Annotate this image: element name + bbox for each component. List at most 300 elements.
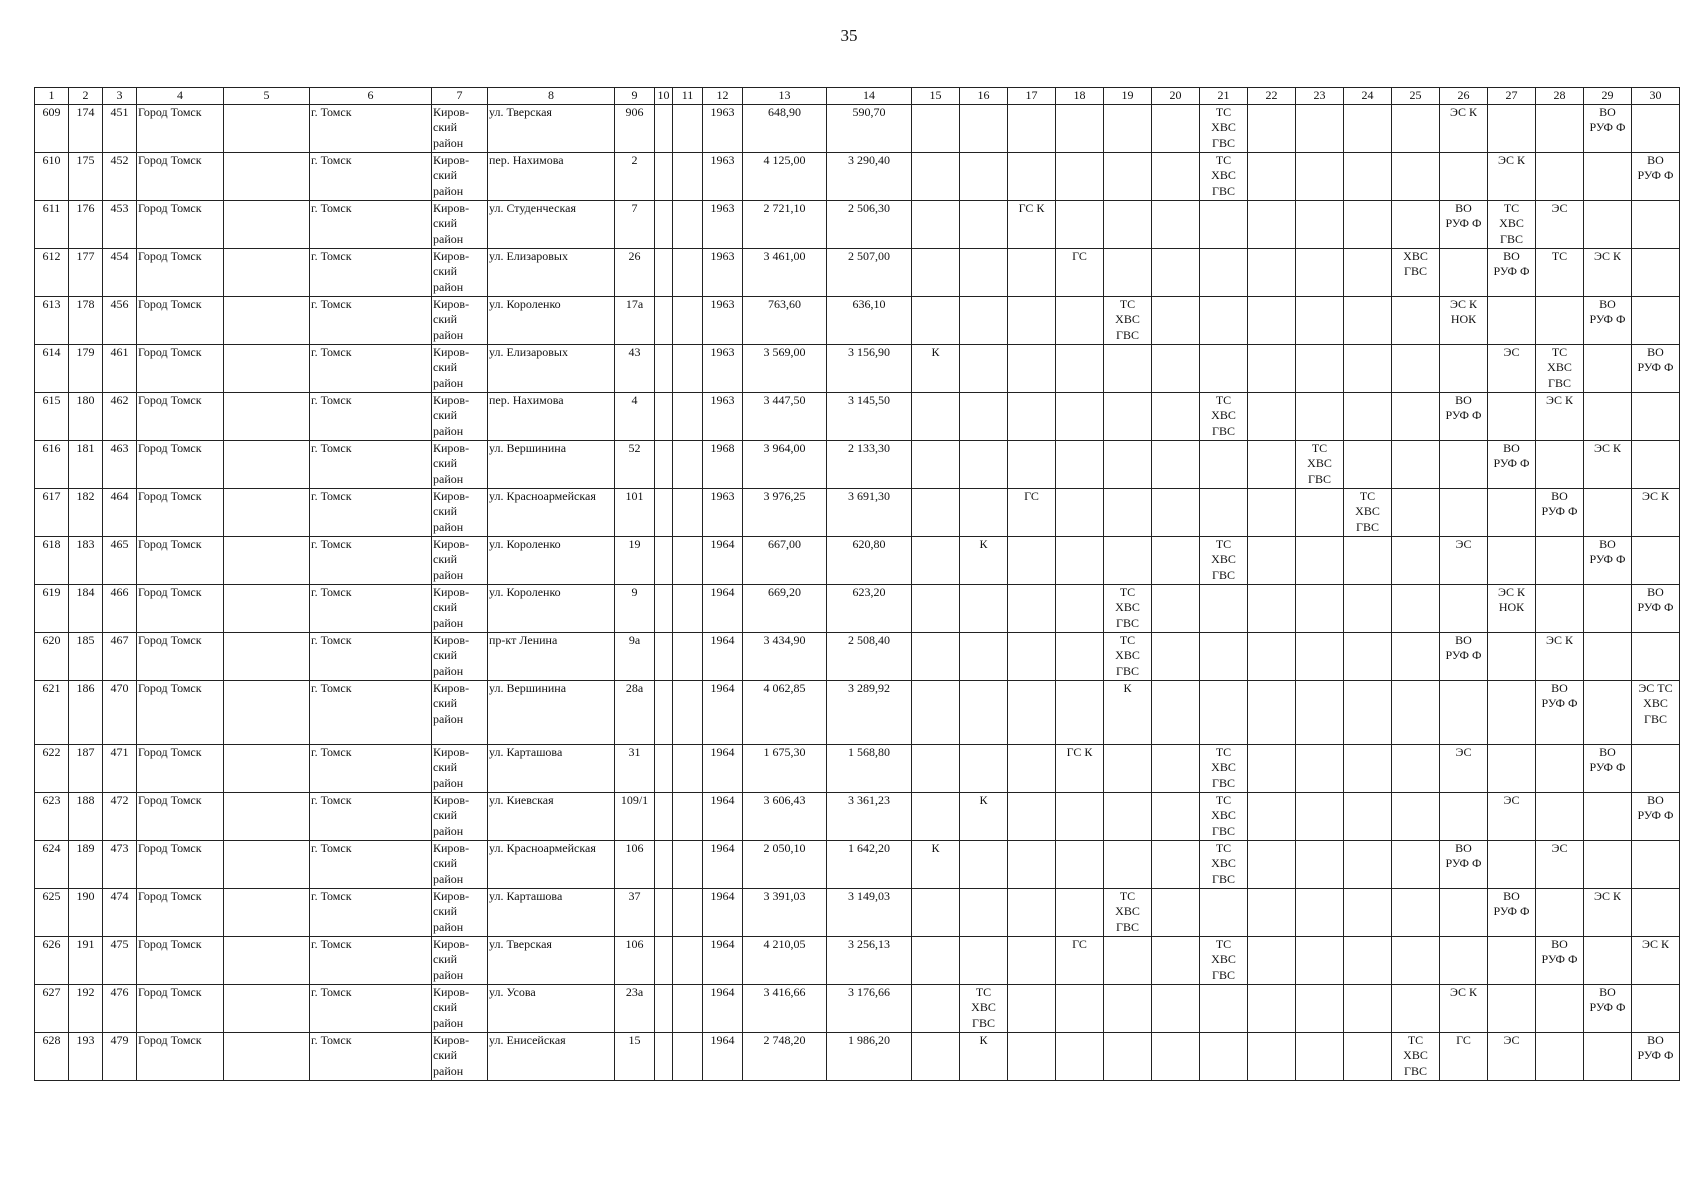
table-row — [35, 936, 1680, 984]
cell-col-16 — [960, 632, 1008, 680]
cell-col-7: Киров- ский район — [432, 840, 488, 888]
cell-col-23 — [1296, 200, 1344, 248]
cell-col-29: ВО РУФ Ф — [1584, 296, 1632, 344]
cell-col-22 — [1248, 936, 1296, 984]
cell-col-11 — [673, 200, 703, 248]
cell-col-8: ул. Короленко — [488, 296, 615, 344]
cell-col-21 — [1200, 200, 1248, 248]
cell-col-30 — [1632, 104, 1680, 152]
cell-col-6: г. Томск — [310, 296, 432, 344]
cell-col-1: 617 — [35, 488, 69, 536]
cell-col-8: ул. Елизаровых — [488, 344, 615, 392]
table-row — [35, 296, 1680, 344]
cell-col-17 — [1008, 440, 1056, 488]
cell-col-25 — [1392, 440, 1440, 488]
cell-col-12: 1963 — [703, 296, 743, 344]
cell-col-17 — [1008, 984, 1056, 1032]
cell-col-21 — [1200, 488, 1248, 536]
column-header-18: 18 — [1056, 88, 1104, 105]
cell-col-1: 628 — [35, 1032, 69, 1080]
cell-col-29: ЭС К — [1584, 888, 1632, 936]
cell-col-26: ВО РУФ Ф — [1440, 200, 1488, 248]
cell-col-7: Киров- ский район — [432, 104, 488, 152]
cell-col-22 — [1248, 888, 1296, 936]
cell-col-23 — [1296, 104, 1344, 152]
cell-col-25 — [1392, 104, 1440, 152]
cell-col-15 — [912, 936, 960, 984]
cell-col-10 — [655, 792, 673, 840]
cell-col-19 — [1104, 488, 1152, 536]
cell-col-1: 622 — [35, 744, 69, 792]
cell-col-30 — [1632, 536, 1680, 584]
column-header-19: 19 — [1104, 88, 1152, 105]
cell-col-12: 1963 — [703, 104, 743, 152]
cell-col-6: г. Томск — [310, 840, 432, 888]
cell-col-25 — [1392, 536, 1440, 584]
cell-col-12: 1964 — [703, 1032, 743, 1080]
cell-col-16: ТС ХВС ГВС — [960, 984, 1008, 1032]
cell-col-14: 3 691,30 — [827, 488, 912, 536]
cell-col-13: 2 050,10 — [743, 840, 827, 888]
cell-col-28: ВО РУФ Ф — [1536, 936, 1584, 984]
cell-col-27 — [1488, 680, 1536, 744]
cell-col-6: г. Томск — [310, 632, 432, 680]
cell-col-26: ЭС — [1440, 536, 1488, 584]
cell-col-16 — [960, 200, 1008, 248]
table-row — [35, 584, 1680, 632]
cell-col-23: ТС ХВС ГВС — [1296, 440, 1344, 488]
cell-col-30 — [1632, 984, 1680, 1032]
cell-col-26 — [1440, 680, 1488, 744]
cell-col-28 — [1536, 984, 1584, 1032]
cell-col-3: 464 — [103, 488, 137, 536]
cell-col-8: ул. Красноармейская — [488, 840, 615, 888]
column-header-21: 21 — [1200, 88, 1248, 105]
cell-col-4: Город Томск — [137, 296, 224, 344]
cell-col-21: ТС ХВС ГВС — [1200, 392, 1248, 440]
cell-col-4: Город Томск — [137, 536, 224, 584]
cell-col-25 — [1392, 488, 1440, 536]
cell-col-20 — [1152, 536, 1200, 584]
cell-col-26 — [1440, 936, 1488, 984]
cell-col-2: 183 — [69, 536, 103, 584]
cell-col-13: 3 391,03 — [743, 888, 827, 936]
cell-col-25 — [1392, 984, 1440, 1032]
cell-col-19 — [1104, 744, 1152, 792]
cell-col-1: 620 — [35, 632, 69, 680]
cell-col-4: Город Томск — [137, 104, 224, 152]
cell-col-11 — [673, 488, 703, 536]
cell-col-6: г. Томск — [310, 536, 432, 584]
cell-col-10 — [655, 104, 673, 152]
cell-col-3: 474 — [103, 888, 137, 936]
cell-col-18 — [1056, 152, 1104, 200]
cell-col-24 — [1344, 296, 1392, 344]
cell-col-4: Город Томск — [137, 152, 224, 200]
cell-col-4: Город Томск — [137, 840, 224, 888]
cell-col-20 — [1152, 840, 1200, 888]
cell-col-24 — [1344, 680, 1392, 744]
cell-col-22 — [1248, 248, 1296, 296]
cell-col-16 — [960, 888, 1008, 936]
cell-col-29: ЭС К — [1584, 440, 1632, 488]
cell-col-22 — [1248, 584, 1296, 632]
cell-col-26 — [1440, 584, 1488, 632]
column-header-16: 16 — [960, 88, 1008, 105]
cell-col-26: ЭС К НОК — [1440, 296, 1488, 344]
cell-col-21 — [1200, 440, 1248, 488]
cell-col-16: К — [960, 1032, 1008, 1080]
cell-col-19 — [1104, 104, 1152, 152]
cell-col-2: 192 — [69, 984, 103, 1032]
cell-col-27: ЭС К НОК — [1488, 584, 1536, 632]
cell-col-9: 9а — [615, 632, 655, 680]
cell-col-23 — [1296, 936, 1344, 984]
cell-col-30 — [1632, 440, 1680, 488]
cell-col-7: Киров- ский район — [432, 536, 488, 584]
cell-col-25: ТС ХВС ГВС — [1392, 1032, 1440, 1080]
cell-col-23 — [1296, 344, 1344, 392]
cell-col-2: 177 — [69, 248, 103, 296]
cell-col-7: Киров- ский район — [432, 680, 488, 744]
cell-col-29 — [1584, 680, 1632, 744]
cell-col-2: 193 — [69, 1032, 103, 1080]
cell-col-25 — [1392, 936, 1440, 984]
cell-col-18 — [1056, 984, 1104, 1032]
cell-col-8: ул. Короленко — [488, 536, 615, 584]
cell-col-23 — [1296, 680, 1344, 744]
cell-col-12: 1964 — [703, 680, 743, 744]
cell-col-4: Город Томск — [137, 344, 224, 392]
cell-col-19: ТС ХВС ГВС — [1104, 584, 1152, 632]
cell-col-28: ВО РУФ Ф — [1536, 488, 1584, 536]
cell-col-25 — [1392, 296, 1440, 344]
cell-col-16 — [960, 392, 1008, 440]
cell-col-29 — [1584, 200, 1632, 248]
cell-col-9: 52 — [615, 440, 655, 488]
cell-col-4: Город Томск — [137, 984, 224, 1032]
cell-col-7: Киров- ский район — [432, 744, 488, 792]
cell-col-16 — [960, 488, 1008, 536]
cell-col-22 — [1248, 104, 1296, 152]
cell-col-3: 466 — [103, 584, 137, 632]
cell-col-16 — [960, 584, 1008, 632]
cell-col-24 — [1344, 104, 1392, 152]
cell-col-14: 2 507,00 — [827, 248, 912, 296]
cell-col-20 — [1152, 984, 1200, 1032]
cell-col-18 — [1056, 344, 1104, 392]
cell-col-22 — [1248, 296, 1296, 344]
cell-col-20 — [1152, 744, 1200, 792]
cell-col-21: ТС ХВС ГВС — [1200, 536, 1248, 584]
cell-col-2: 190 — [69, 888, 103, 936]
cell-col-22 — [1248, 392, 1296, 440]
cell-col-19 — [1104, 792, 1152, 840]
table-row — [35, 440, 1680, 488]
cell-col-5 — [224, 344, 310, 392]
cell-col-27: ЭС — [1488, 344, 1536, 392]
column-header-5: 5 — [224, 88, 310, 105]
cell-col-3: 451 — [103, 104, 137, 152]
table-row — [35, 152, 1680, 200]
cell-col-28: ЭС — [1536, 840, 1584, 888]
cell-col-19 — [1104, 344, 1152, 392]
cell-col-2: 180 — [69, 392, 103, 440]
cell-col-10 — [655, 296, 673, 344]
cell-col-2: 185 — [69, 632, 103, 680]
cell-col-10 — [655, 152, 673, 200]
cell-col-12: 1964 — [703, 536, 743, 584]
cell-col-12: 1964 — [703, 984, 743, 1032]
cell-col-3: 456 — [103, 296, 137, 344]
cell-col-8: ул. Вершинина — [488, 680, 615, 744]
cell-col-24 — [1344, 936, 1392, 984]
table-row — [35, 488, 1680, 536]
cell-col-1: 619 — [35, 584, 69, 632]
cell-col-2: 188 — [69, 792, 103, 840]
cell-col-23 — [1296, 632, 1344, 680]
cell-col-2: 181 — [69, 440, 103, 488]
cell-col-26 — [1440, 152, 1488, 200]
cell-col-12: 1963 — [703, 200, 743, 248]
cell-col-25 — [1392, 200, 1440, 248]
cell-col-13: 3 416,66 — [743, 984, 827, 1032]
cell-col-24 — [1344, 536, 1392, 584]
cell-col-17 — [1008, 392, 1056, 440]
cell-col-4: Город Томск — [137, 584, 224, 632]
cell-col-12: 1964 — [703, 840, 743, 888]
table-row — [35, 744, 1680, 792]
cell-col-17: ГС — [1008, 488, 1056, 536]
cell-col-11 — [673, 104, 703, 152]
cell-col-18: ГС К — [1056, 744, 1104, 792]
cell-col-6: г. Томск — [310, 152, 432, 200]
cell-col-30 — [1632, 248, 1680, 296]
cell-col-10 — [655, 744, 673, 792]
cell-col-12: 1964 — [703, 632, 743, 680]
cell-col-2: 186 — [69, 680, 103, 744]
cell-col-30 — [1632, 296, 1680, 344]
cell-col-22 — [1248, 440, 1296, 488]
cell-col-7: Киров- ский район — [432, 984, 488, 1032]
cell-col-26 — [1440, 440, 1488, 488]
register-table — [34, 87, 1680, 1081]
table-row — [35, 104, 1680, 152]
cell-col-28: ВО РУФ Ф — [1536, 680, 1584, 744]
cell-col-13: 2 748,20 — [743, 1032, 827, 1080]
cell-col-26 — [1440, 248, 1488, 296]
column-header-4: 4 — [137, 88, 224, 105]
cell-col-26 — [1440, 792, 1488, 840]
cell-col-6: г. Томск — [310, 888, 432, 936]
cell-col-20 — [1152, 936, 1200, 984]
cell-col-22 — [1248, 792, 1296, 840]
cell-col-17 — [1008, 152, 1056, 200]
cell-col-24 — [1344, 248, 1392, 296]
cell-col-1: 612 — [35, 248, 69, 296]
cell-col-14: 636,10 — [827, 296, 912, 344]
cell-col-13: 763,60 — [743, 296, 827, 344]
cell-col-3: 462 — [103, 392, 137, 440]
cell-col-10 — [655, 680, 673, 744]
cell-col-25 — [1392, 344, 1440, 392]
cell-col-15 — [912, 248, 960, 296]
cell-col-20 — [1152, 392, 1200, 440]
cell-col-15 — [912, 680, 960, 744]
cell-col-27 — [1488, 744, 1536, 792]
table-row — [35, 536, 1680, 584]
cell-col-2: 184 — [69, 584, 103, 632]
cell-col-28 — [1536, 536, 1584, 584]
cell-col-30: ЭС К — [1632, 936, 1680, 984]
cell-col-20 — [1152, 440, 1200, 488]
cell-col-3: 452 — [103, 152, 137, 200]
column-header-26: 26 — [1440, 88, 1488, 105]
table-row — [35, 1032, 1680, 1080]
cell-col-21: ТС ХВС ГВС — [1200, 792, 1248, 840]
cell-col-3: 453 — [103, 200, 137, 248]
cell-col-25 — [1392, 792, 1440, 840]
cell-col-24: ТС ХВС ГВС — [1344, 488, 1392, 536]
cell-col-3: 472 — [103, 792, 137, 840]
cell-col-2: 178 — [69, 296, 103, 344]
cell-col-15 — [912, 536, 960, 584]
cell-col-17 — [1008, 792, 1056, 840]
cell-col-9: 43 — [615, 344, 655, 392]
cell-col-29 — [1584, 152, 1632, 200]
table-row — [35, 840, 1680, 888]
cell-col-10 — [655, 1032, 673, 1080]
cell-col-16 — [960, 680, 1008, 744]
cell-col-5 — [224, 984, 310, 1032]
cell-col-21 — [1200, 344, 1248, 392]
cell-col-16: К — [960, 792, 1008, 840]
table-row — [35, 984, 1680, 1032]
cell-col-7: Киров- ский район — [432, 488, 488, 536]
cell-col-22 — [1248, 680, 1296, 744]
cell-col-16 — [960, 440, 1008, 488]
cell-col-18 — [1056, 792, 1104, 840]
cell-col-5 — [224, 104, 310, 152]
cell-col-24 — [1344, 152, 1392, 200]
cell-col-10 — [655, 584, 673, 632]
cell-col-23 — [1296, 296, 1344, 344]
cell-col-28 — [1536, 584, 1584, 632]
cell-col-1: 627 — [35, 984, 69, 1032]
cell-col-28 — [1536, 440, 1584, 488]
cell-col-17 — [1008, 632, 1056, 680]
cell-col-11 — [673, 296, 703, 344]
cell-col-20 — [1152, 1032, 1200, 1080]
cell-col-13: 669,20 — [743, 584, 827, 632]
cell-col-29 — [1584, 840, 1632, 888]
cell-col-18 — [1056, 296, 1104, 344]
cell-col-29: ЭС К — [1584, 248, 1632, 296]
cell-col-7: Киров- ский район — [432, 248, 488, 296]
cell-col-12: 1964 — [703, 744, 743, 792]
cell-col-28: ЭС — [1536, 200, 1584, 248]
cell-col-26: ЭС К — [1440, 984, 1488, 1032]
cell-col-23 — [1296, 152, 1344, 200]
cell-col-5 — [224, 792, 310, 840]
cell-col-24 — [1344, 744, 1392, 792]
cell-col-27 — [1488, 536, 1536, 584]
cell-col-2: 176 — [69, 200, 103, 248]
cell-col-15 — [912, 888, 960, 936]
cell-col-13: 4 210,05 — [743, 936, 827, 984]
cell-col-27: ВО РУФ Ф — [1488, 248, 1536, 296]
cell-col-11 — [673, 744, 703, 792]
cell-col-10 — [655, 888, 673, 936]
cell-col-1: 621 — [35, 680, 69, 744]
cell-col-19 — [1104, 840, 1152, 888]
cell-col-6: г. Томск — [310, 744, 432, 792]
cell-col-13: 3 434,90 — [743, 632, 827, 680]
cell-col-14: 3 289,92 — [827, 680, 912, 744]
cell-col-14: 590,70 — [827, 104, 912, 152]
cell-col-6: г. Томск — [310, 104, 432, 152]
cell-col-7: Киров- ский район — [432, 632, 488, 680]
cell-col-25 — [1392, 680, 1440, 744]
cell-col-9: 906 — [615, 104, 655, 152]
cell-col-13: 3 606,43 — [743, 792, 827, 840]
cell-col-30 — [1632, 632, 1680, 680]
cell-col-10 — [655, 440, 673, 488]
cell-col-12: 1964 — [703, 792, 743, 840]
cell-col-14: 3 176,66 — [827, 984, 912, 1032]
cell-col-11 — [673, 392, 703, 440]
cell-col-15 — [912, 392, 960, 440]
cell-col-5 — [224, 296, 310, 344]
cell-col-19 — [1104, 440, 1152, 488]
cell-col-18 — [1056, 840, 1104, 888]
cell-col-17 — [1008, 248, 1056, 296]
cell-col-5 — [224, 888, 310, 936]
cell-col-4: Город Томск — [137, 392, 224, 440]
cell-col-19: ТС ХВС ГВС — [1104, 632, 1152, 680]
column-header-1: 1 — [35, 88, 69, 105]
column-header-11: 11 — [673, 88, 703, 105]
cell-col-13: 3 976,25 — [743, 488, 827, 536]
cell-col-12: 1963 — [703, 152, 743, 200]
cell-col-9: 31 — [615, 744, 655, 792]
cell-col-2: 187 — [69, 744, 103, 792]
cell-col-16 — [960, 296, 1008, 344]
cell-col-27 — [1488, 840, 1536, 888]
cell-col-18 — [1056, 440, 1104, 488]
cell-col-6: г. Томск — [310, 984, 432, 1032]
cell-col-9: 7 — [615, 200, 655, 248]
cell-col-30: ВО РУФ Ф — [1632, 344, 1680, 392]
cell-col-14: 3 256,13 — [827, 936, 912, 984]
cell-col-28 — [1536, 104, 1584, 152]
cell-col-13: 648,90 — [743, 104, 827, 152]
cell-col-15 — [912, 792, 960, 840]
cell-col-15 — [912, 984, 960, 1032]
cell-col-27: ЭС — [1488, 792, 1536, 840]
cell-col-28 — [1536, 792, 1584, 840]
column-header-20: 20 — [1152, 88, 1200, 105]
cell-col-11 — [673, 152, 703, 200]
cell-col-23 — [1296, 248, 1344, 296]
cell-col-30 — [1632, 200, 1680, 248]
cell-col-14: 3 149,03 — [827, 888, 912, 936]
cell-col-1: 609 — [35, 104, 69, 152]
cell-col-22 — [1248, 488, 1296, 536]
cell-col-13: 667,00 — [743, 536, 827, 584]
cell-col-28 — [1536, 152, 1584, 200]
cell-col-21 — [1200, 1032, 1248, 1080]
